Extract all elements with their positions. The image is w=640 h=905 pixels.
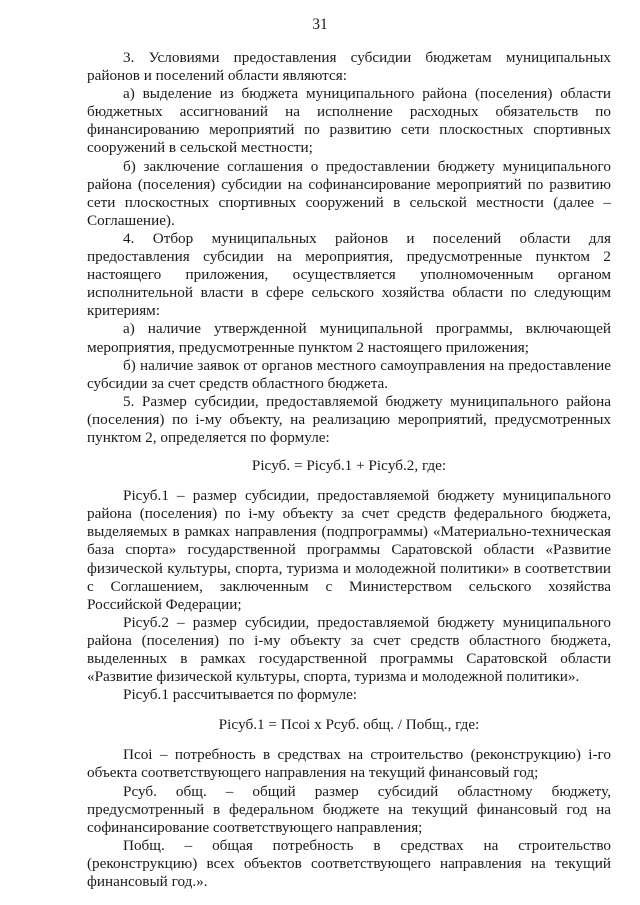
clause-3a: а) выделение из бюджета муниципального района (поселения) области бюджетных ассигнований на исполнение расходных обязательств по финансированию мероприятий по развитию сети плоскостных спортивных сооружений в сельской местности; bbox=[87, 85, 611, 157]
clause-3b: б) заключение соглашения о предоставлении бюджету муниципального района (поселения) субсидии на софинансирование мероприятий по развитию сети плоскостных спортивных сооружений в сельской местности (далее – Соглашение). bbox=[87, 157, 611, 229]
definition-subsidy-federal: Рicуб.1 – размер субсидии, предоставляемой бюджету муниципального района (поселения) по i-му объекту за счет средств федерального бюджета, выделяемых в рамках направления (подпрограммы) «Материально-техническая база спорта» государственной программы Саратовской области «Развитие физической культуры, спорта, туризма и молодежной политики» в соответствии с Соглашением, заключенным с Министерством сельского хозяйства Российской Федерации; bbox=[87, 487, 611, 613]
document-body bbox=[87, 49, 611, 891]
page-number: 31 bbox=[312, 16, 328, 33]
formula-intro: Рicуб.1 рассчитывается по формуле: bbox=[123, 686, 358, 704]
clause-3: 3. Условиями предоставления субсидии бюджетам муниципальных районов и поселений области являются: bbox=[87, 49, 611, 85]
definition-subsidy-regional: Рicуб.2 – размер субсидии, предоставляемой бюджету муниципального района (поселения) по i-му объекту за счет средств областного бюджета, выделенных в рамках государственной программы Саратовской области «Развитие физической культуры, спорта, туризма и молодежной политики». bbox=[87, 613, 611, 686]
note-pobshch: Побщ. – общая потребность в средствах на строительство (реконструкцию) всех объектов соответствующего направления на текущий финансовый год.». bbox=[87, 836, 611, 891]
clause-4: 4. Отбор муниципальных районов и поселений области для предоставления субсидии на мероприятия, предусмотренные пунктом 2 настоящего приложения, осуществляется уполномоченным органом исполнительной власти в сфере сельского хозяйства области по следующим критериям: bbox=[87, 229, 611, 320]
clause-4b: б) наличие заявок от органов местного самоуправления на предоставление субсидии за счет средств областного бюджета. bbox=[87, 356, 611, 392]
formula-subsidy-federal: Рicуб.1 = Пcоi x Рсуб. общ. / Побщ., где: bbox=[218, 716, 480, 734]
clause-4a: а) наличие утвержденной муниципальной программы, включающей мероприятия, предусмотренные пунктом 2 настоящего приложения; bbox=[87, 320, 611, 356]
formula-subsidy-total: Рicуб. = Рicуб.1 + Рicуб.2, где: bbox=[251, 457, 447, 475]
clause-5: 5. Размер субсидии, предоставляемой бюджету муниципального района (поселения) по i-му объекту, на реализацию мероприятий, предусмотренных пунктом 2, определяется по формуле: bbox=[87, 392, 611, 446]
note-pcoi: Пcоi – потребность в средствах на строительство (реконструкцию) i-го объекта соответствующего направления на текущий финансовый год; bbox=[87, 746, 611, 782]
note-rsub-total: Рсуб. общ. – общий размер субсидий областному бюджету, предусмотренный в федеральном бюджете на текущий финансовый год на софинансирование соответствующего направления; bbox=[87, 782, 611, 836]
